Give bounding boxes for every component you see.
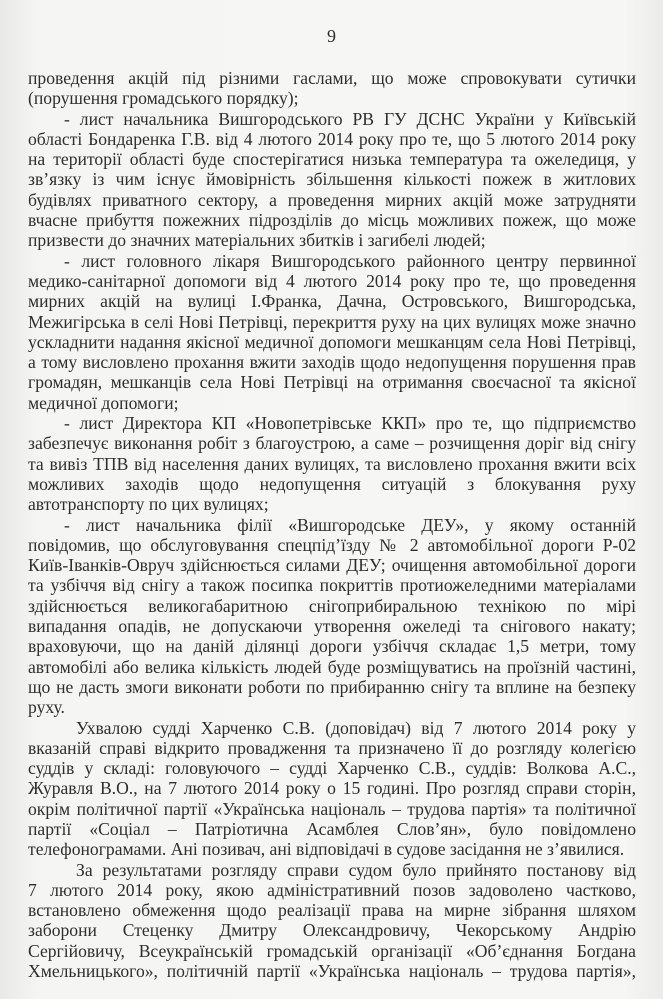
text-line: на території області буде спостерігатися низька температура та ожеледиця, у [28,149,636,170]
paragraph [28,413,636,514]
text-line: медичної допомоги; [28,392,179,413]
text-line: ускладнити надання якісної медичної допомоги мешканцям села Нові Петрівці, [28,331,636,352]
text-line: призвести до значних матеріальних збитків і загибелі людей; [28,230,486,251]
text-line: - лист головного лікаря Вишгородського районного центру первинної [64,250,636,271]
paragraph [28,718,636,860]
paragraph [28,860,636,982]
text-line: Журавля В.О., на 7 лютого 2014 року о 15 годині. Про розгляд справи сторін, [28,778,636,799]
text-line: медико-санітарної допомоги від 4 лютого 2014 року про те, що проведення [28,270,636,291]
text-line: - лист начальника Вишгородського РВ ГУ ДСНС України у Київській [64,108,636,129]
text-line: Межигірська в селі Нові Петрівці, перекриття руху на цих вулицях може значно [28,311,636,332]
text-line: здійснюється великогабаритною снігоприбиральною технікою по мірі [28,595,636,616]
text-line: руху. [28,697,65,718]
text-line: будівлях приватного сектору, а проведення мирних акцій може затрудняти [28,189,636,210]
text-line: враховуючи, що на даній ділянці дороги узбіччя складає 1,5 метри, тому [28,636,636,657]
text-line: області Бондаренка Г.В. від 4 лютого 2014 року про те, що 5 лютого 2014 року [28,128,636,149]
text-line: випадання опадів, не допускаючи утворення ожеледі та снігового накату; [28,616,636,637]
text-line: автотранспорту по цих вулицях; [28,494,269,515]
paragraph [28,515,636,718]
text-line: Ухвалою судді Харченко С.В. (доповідач) від 7 лютого 2014 року у [76,717,636,738]
text-line: 7 лютого 2014 року, якою адміністративний позов задоволено частково, [28,879,636,900]
text-line: партії «Соціал – Патріотична Асамблея Слов’ян», було повідомлено [28,818,636,839]
text-line: автомобілі або велика кількість людей буде розміщуватись на проїзній частині, [28,656,636,677]
text-line: мирних акцій на вулиці І.Франка, Дачна, Островського, Вишгородська, [28,291,636,312]
text-line: окрім політичної партії «Українська національ – трудова партія» та політичної [28,798,636,819]
page-number: 9 [327,26,336,46]
text-line: що не дасть змоги виконати роботи по прибиранню снігу та вплине на безпеку [28,676,636,697]
text-line: заборони Стеценку Дмитру Олександровичу, Чекорському Андрію [28,920,636,941]
text-line: та узбіччя від снігу а також посипка покриттів протиожеледними матеріалами [28,575,636,596]
text-line: Сергійовичу, Всеукраїнській громадській організації «Об’єднання Богдана [28,940,636,961]
text-line: Київ-Іванків-Овруч здійснюється силами ДЕУ; очищення автомобільної дороги [28,555,636,576]
text-line: - лист Директора КП «Новопетрівське ККП» про те, що підприємство [64,413,636,434]
text-line: - лист начальника філії «Вишгородське ДЕУ», у якому останній [64,514,636,535]
text-line: За результатами розгляду справи судом було прийнято постанову від [76,859,636,880]
text-line: забезпечує виконання робіт з благоустрою, а саме – розчищення доріг від снігу [28,433,636,454]
text-line: а тому висловлено прохання вжити заходів щодо недопущення порушення прав [28,352,636,373]
text-line: телефонограмами. Ані позивач, ані відповідачі в судове засідання не з’явилися. [28,839,625,860]
text-line: (порушення громадського порядку); [28,88,299,109]
text-line: суддів у складі: головуючого – судді Харченко С.В., суддів: Волкова А.С., [28,758,636,779]
paragraph [28,251,636,413]
text-line: вчасне прибуття пожежних підрозділів до місць можливих пожеж, що може [28,210,636,231]
text-line: встановлено обмеження щодо реалізації права на мирне зібрання шляхом [28,900,636,921]
text-line: вказаній справі відкрито провадження та призначено її до розгляду колегією [28,737,636,758]
text-line: можливих заходів щодо недопущення ситуацій з блокування руху [28,473,636,494]
text-line: громадян, мешканців села Нові Петрівці на отримання своєчасної та якісної [28,372,636,393]
paragraph [28,68,636,109]
text-line: зв’язку із чим існує ймовірність збільшення кількості пожеж в житлових [28,169,636,190]
text-line: Хмельницького», політичній партії «Українська національ – трудова партія», [28,961,636,982]
paragraph [28,109,636,251]
text-line: повідомив, що обслуговування спецпід’їзду № 2 автомобільної дороги Р-02 [28,534,636,555]
document-body [28,68,636,981]
text-line: та вивіз ТПВ від населення даних вулицях, та висловлено прохання вжити всіх [28,453,636,474]
text-line: проведення акцій під різними гаслами, що може спровокувати сутички [28,68,636,88]
